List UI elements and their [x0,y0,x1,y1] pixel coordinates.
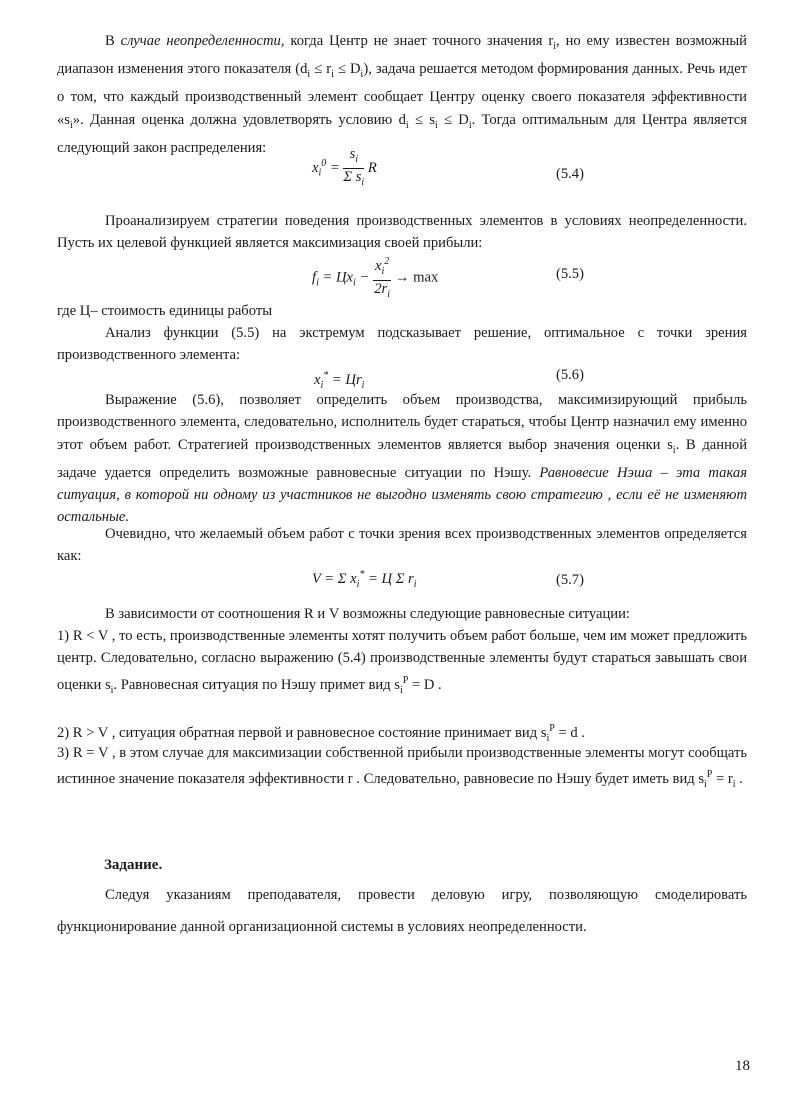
equation-number-5-4: (5.4) [556,166,584,182]
equation-5-4: $x_i^0$ = $\frac{s_i}{\Sigma s_i}$ R [312,146,377,188]
equation-5-7: V = Σ $x_i^* = Ц$ Σ $r_i$ [312,569,417,590]
case-1: 1) R < V , то есть, производственные элементы хотят получить объем работ больше, чем им может предложить центр. Следовательно, согласно выражению (5.4) производственные элементы будут стараться завышать свои оценки $s_i$. Равновесная ситуация по Нэшу примет вид $s_i^P = D$ . [57,628,747,696]
case-2: 2) R > V , ситуация обратная первой и равновесное состояние принимает вид $s_i^P = d$ . [57,723,585,744]
paragraph-price-definition: где Ц– стоимость единицы работы [57,303,273,319]
case-3: 3) R = V , в этом случае для максимизации собственной прибыли производственные элементы могут сообщать истинное значение показателя эффективности r . Следовательно, равновесие по Нэшу будет иметь вид $s_i^P = r_i$ . [57,745,747,791]
page-number: 18 [735,1058,750,1074]
paragraph-strategies: Проанализируем стратегии поведения производственных элементов в условиях неопределенности. Пусть их целевой функцией является максимизация своей прибыли: [57,213,747,252]
paragraph-extremum: Анализ функции (5.5) на экстремум подсказывает решение, оптимальное с точки зрения производственного элемента: [57,325,747,364]
equation-5-6: $x_i^* = Цr_i$ [314,370,365,391]
equation-5-5: $f_i = Цx_i$ − $\frac{x_i^2}{2r_i}$ → max [312,256,439,300]
paragraph-situations-intro: В зависимости от соотношения R и V возможны следующие равновесные ситуации: [105,606,630,622]
task-paragraph: Следуя указаниям преподавателя, провести деловую игру, позволяющую смоделировать функционирование данной организационной системы в условиях неопределенности. [57,887,747,935]
equation-number-5-5: (5.5) [556,266,584,282]
paragraph-uncertainty: В случае неопределенности, когда Центр не знает точного значения $r_i$, но ему известен возможный диапазон изменения этого показателя $(d_i \le r_i \le D_i)$, задача решается методом формирования данных. Речь идет о том, что каждый производственный элемент сообщает Центру оценку своего показателя эффективности «$s_i$». Данная оценка должна удовлетворять условию $d_i \le s_i \le D_i$. Тогда оптимальным для Центра является следующий закон распределения: [57,33,747,156]
equation-number-5-6: (5.6) [556,367,584,383]
paragraph-desired-volume: Очевидно, что желаемый объем работ с точки зрения всех производственных элементов определяется как: [57,526,747,565]
paragraph-nash-equilibrium: Выражение (5.6), позволяет определить объем производства, максимизирующий прибыль производственного элемента, следовательно, исполнитель будет стараться, чтобы Центр назначил ему именно этот объем работ. Стратегией производственных элементов является выбор значения оценки $s_i$. В данной задаче удается определить возможные равновесные ситуации по Нэшу. Равновесие Нэша – эта такая ситуация, в которой ни одному из участников не выгодно изменять свою стратегию , если её не изменяют остальные. [57,392,748,526]
task-heading: Задание. [104,857,163,873]
equation-number-5-7: (5.7) [556,572,584,588]
